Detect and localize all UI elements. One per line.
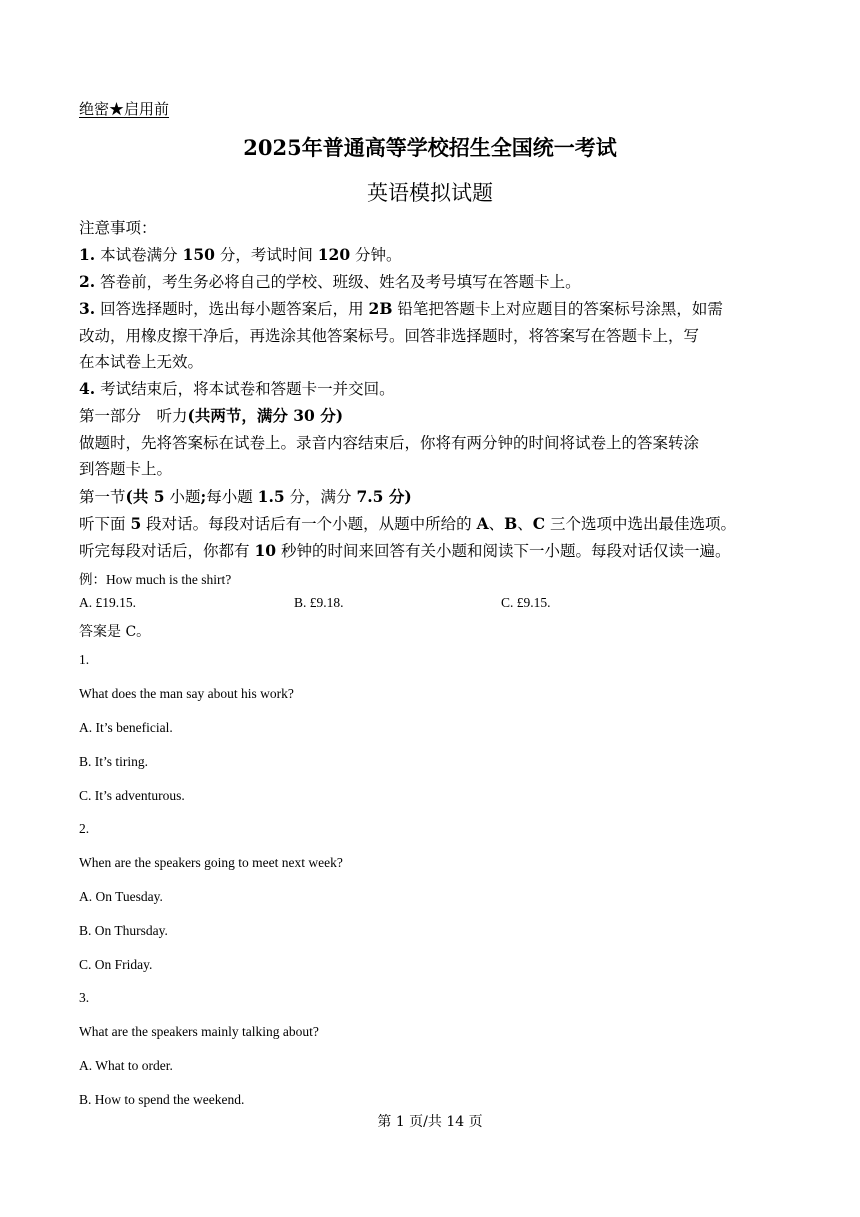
part1-title-unit: 分)	[314, 406, 344, 425]
exam-title: 2025年普通高等学校招生全国统一考试	[243, 135, 617, 160]
instruction-value: 10	[254, 541, 277, 560]
section1-text: ;	[200, 487, 207, 506]
section1-text: 分，满分	[284, 488, 357, 506]
example-question	[79, 568, 231, 588]
note-text: 分，考试时间	[214, 246, 318, 264]
section1-value: 7.5	[356, 487, 384, 506]
part1-title-paren: (共两节，满分	[187, 406, 294, 425]
instruction-text: 段对话。每段对话后有一个小题，从题中所给的	[141, 515, 477, 533]
section1-title	[79, 485, 412, 507]
option-c: C. On Friday.	[79, 957, 153, 972]
section1-instruction-line-1	[79, 512, 736, 534]
option-a: A. It’s beneficial.	[79, 720, 173, 735]
example-option-a: A. £19.15.	[79, 595, 136, 610]
question-number: 3.	[79, 990, 90, 1005]
option-a: A. On Tuesday.	[79, 889, 163, 904]
note-3-line-2: 改动，用橡皮擦干净后，再选涂其他答案标号。回答非选择题时，将答案写在答题卡上，写	[79, 327, 700, 345]
part1-instructions-line-1: 做题时，先将答案标在试卷上。录音内容结束后，你将有两分钟的时间将试卷上的答案转涂	[79, 434, 700, 452]
note-value: 150	[182, 245, 215, 264]
note-text: 分钟。	[350, 246, 402, 264]
part1-title-score: 30	[293, 406, 315, 425]
example-prefix: 例：	[79, 572, 106, 588]
example-option-c: C. £9.15.	[501, 595, 551, 610]
note-text: 回答选择题时，选出每小题答案后，用	[95, 300, 369, 318]
part1-title-label: 第一部分 听力	[79, 407, 188, 425]
question-number: 2.	[79, 821, 90, 836]
section1-value: 1.5	[257, 487, 285, 506]
instruction-value: 5	[130, 514, 142, 533]
part1-instructions-line-2: 到答题卡上。	[79, 460, 173, 478]
note-text: 铅笔把答题卡上对应题目的答案标号涂黑，如需	[392, 300, 723, 318]
instruction-text: 秒钟的时间来回答有关小题和阅读下一小题。每段对话仅读一遍。	[276, 542, 731, 560]
instruction-text: 听下面	[79, 515, 131, 533]
instruction-text: 听完每段对话后，你都有	[79, 542, 255, 560]
note-1	[79, 243, 402, 265]
section1-text: 每小题	[206, 488, 258, 506]
note-number: 4.	[79, 379, 96, 398]
instruction-text: 三个选项中选出最佳选项。	[545, 515, 737, 533]
note-number: 1.	[79, 245, 96, 264]
instruction-text: 、	[517, 515, 533, 533]
section1-text: 小题	[164, 488, 201, 506]
option-b: B. It’s tiring.	[79, 754, 149, 769]
question-text: What does the man say about his work?	[79, 686, 294, 701]
section1-instruction-line-2	[79, 539, 730, 561]
instruction-value: B	[504, 514, 518, 533]
note-text: 答卷前，考生务必将自己的学校、班级、姓名及考号填写在答题卡上。	[95, 273, 581, 291]
option-c: C. It’s adventurous.	[79, 788, 185, 803]
note-3-line-3: 在本试卷上无效。	[79, 353, 204, 371]
example-answer: 答案是 C。	[79, 624, 151, 640]
note-text: 考试结束后，将本试卷和答题卡一并交回。	[95, 380, 395, 398]
confidential-label: 绝密★启用前	[79, 100, 170, 118]
option-b: B. On Thursday.	[79, 923, 168, 938]
note-value: 120	[317, 245, 351, 264]
question-number: 1.	[79, 652, 90, 667]
instruction-value: A	[476, 514, 489, 533]
option-a: A. What to order.	[79, 1058, 173, 1073]
notes-heading: 注意事项：	[79, 219, 157, 237]
instruction-value: C	[532, 514, 546, 533]
option-b: B. How to spend the weekend.	[79, 1092, 245, 1107]
exam-subtitle: 英语模拟试题	[367, 181, 493, 205]
section1-text: (共	[125, 487, 154, 506]
note-number: 3.	[79, 299, 96, 318]
instruction-text: 、	[488, 515, 505, 533]
note-number: 2.	[79, 272, 96, 291]
note-3	[79, 297, 723, 319]
section1-text: 分)	[383, 487, 412, 506]
section1-label: 第一节	[79, 488, 126, 506]
part1-title	[79, 404, 343, 426]
note-text: 本试卷满分	[95, 246, 183, 264]
question-text: What are the speakers mainly talking about?	[79, 1024, 319, 1039]
page-number: 第 1 页/共 14 页	[377, 1114, 483, 1130]
note-value: 2B	[368, 299, 393, 318]
note-4	[79, 377, 395, 399]
section1-value: 5	[153, 487, 165, 506]
question-text: When are the speakers going to meet next week?	[79, 855, 343, 870]
note-2	[79, 270, 581, 292]
example-option-b: B. £9.18.	[294, 595, 344, 610]
example-question-text: How much is the shirt?	[106, 572, 232, 587]
